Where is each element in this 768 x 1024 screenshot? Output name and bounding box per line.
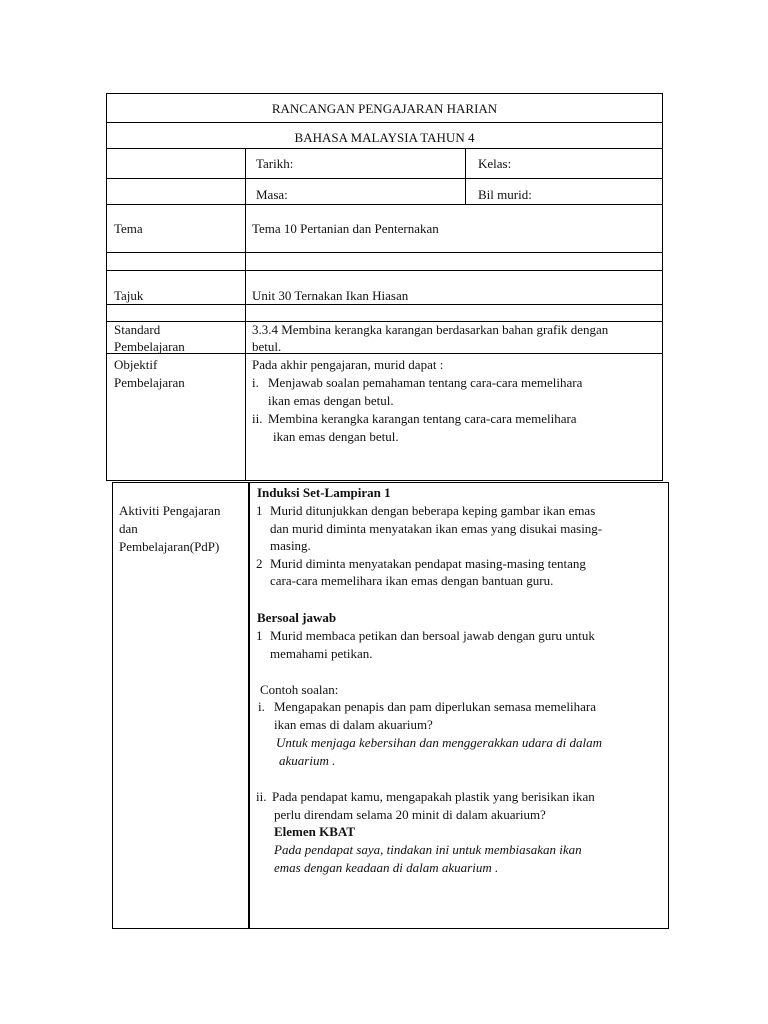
table-border — [106, 204, 663, 205]
objektif-label: Objektif — [114, 357, 158, 372]
answer-text: emas dengan keadaan di dalam akuarium . — [274, 860, 499, 875]
tajuk-value: Unit 30 Ternakan Ikan Hiasan — [252, 288, 409, 303]
list-item-text: dan murid diminta menyatakan ikan emas yang disukai masing- — [270, 520, 603, 536]
aktiviti-label: Aktiviti Pengajaran — [119, 503, 221, 518]
tarikh-label: Tarikh: — [256, 156, 294, 171]
list-item-number: 1 — [256, 503, 263, 518]
answer-text: akuarium . — [279, 753, 336, 768]
list-item-text: Murid membaca petikan dan bersoal jawab dengan guru untuk — [270, 628, 595, 643]
objektif-item-text: ikan emas dengan betul. — [273, 429, 399, 444]
objektif-item-number: ii. — [252, 411, 263, 426]
table-border — [106, 480, 663, 481]
question-text: Pada pendapat kamu, mengapakah plastik yang berisikan ikan — [272, 789, 595, 804]
document-subtitle: BAHASA MALAYSIA TAHUN 4 — [294, 130, 475, 145]
contoh-soalan-label: Contoh soalan: — [260, 682, 339, 697]
bersoal-heading: Bersoal jawab — [257, 610, 337, 625]
objektif-item-number: i. — [252, 375, 259, 390]
list-item-text: cara-cara memelihara ikan emas dengan bantuan guru. — [270, 573, 554, 588]
objektif-item-text: Membina kerangka karangan tentang cara-cara memelihara — [268, 411, 577, 426]
standard-label: Pembelajaran — [114, 339, 185, 354]
induksi-list — [256, 502, 602, 590]
list-item-line — [256, 502, 602, 520]
objektif-item-text: ikan emas dengan betul. — [268, 393, 394, 408]
list-item-line — [256, 645, 595, 663]
table-border — [106, 148, 663, 149]
standard-value: 3.3.4 Membina kerangka karangan berdasarkan bahan grafik dengan — [252, 322, 609, 337]
table-border — [112, 482, 113, 929]
answer-text: Pada pendapat saya, tindakan ini untuk membiasakan ikan — [274, 842, 582, 857]
answer-text: Untuk menjaga kebersihan dan menggerakkan udara di dalam — [276, 735, 603, 750]
question-number: i. — [258, 699, 265, 714]
list-item-text: Murid diminta menyatakan pendapat masing-masing tentang — [270, 555, 586, 571]
bersoal-list — [256, 627, 595, 662]
question-text: perlu direndam selama 20 minit di dalam akuarium? — [274, 807, 546, 822]
table-border — [106, 270, 663, 271]
list-item-text: Murid ditunjukkan dengan beberapa keping gambar ikan emas — [270, 503, 596, 518]
table-border — [662, 93, 663, 481]
table-border — [106, 304, 663, 305]
tema-label: Tema — [114, 221, 143, 236]
list-item-line — [256, 537, 602, 555]
table-border — [112, 928, 669, 929]
list-item-text: masing. — [270, 538, 311, 553]
list-item-number: 2 — [256, 555, 263, 571]
question-text: ikan emas di dalam akuarium? — [274, 717, 433, 732]
masa-label: Masa: — [256, 187, 288, 202]
tajuk-label: Tajuk — [114, 288, 144, 303]
kbat-label: Elemen KBAT — [274, 824, 356, 839]
table-border — [106, 93, 107, 481]
table-border — [112, 482, 669, 483]
table-border — [106, 122, 663, 123]
aktiviti-label: Pembelajaran(PdP) — [119, 539, 220, 554]
bil-murid-label: Bil murid: — [478, 187, 532, 202]
tema-value: Tema 10 Pertanian dan Penternakan — [252, 221, 439, 236]
table-border — [245, 148, 246, 481]
table-border — [106, 252, 663, 253]
question-text: Mengapakan penapis dan pam diperlukan semasa memelihara — [274, 699, 596, 714]
kelas-label: Kelas: — [478, 156, 512, 171]
list-item-line — [256, 520, 602, 538]
table-border — [668, 482, 669, 929]
list-item-line — [256, 627, 595, 645]
table-border — [106, 178, 663, 179]
aktiviti-label: dan — [119, 521, 138, 536]
table-border — [465, 148, 466, 204]
document-title: RANCANGAN PENGAJARAN HARIAN — [271, 101, 498, 116]
standard-label: Standard — [114, 322, 161, 337]
table-border — [106, 353, 663, 354]
list-item-line — [256, 572, 602, 590]
question-number: ii. — [256, 789, 267, 804]
list-item-number: 1 — [256, 628, 263, 643]
induksi-heading: Induksi Set-Lampiran 1 — [257, 485, 391, 500]
objektif-item-text: Menjawab soalan pemahaman tentang cara-cara memelihara — [268, 375, 583, 390]
objektif-intro: Pada akhir pengajaran, murid dapat : — [252, 357, 444, 372]
standard-value: betul. — [252, 339, 282, 354]
objektif-label: Pembelajaran — [114, 375, 185, 390]
list-item-text: memahami petikan. — [270, 645, 373, 661]
table-border — [248, 482, 250, 929]
list-item-line — [256, 555, 602, 573]
table-border — [106, 93, 663, 94]
